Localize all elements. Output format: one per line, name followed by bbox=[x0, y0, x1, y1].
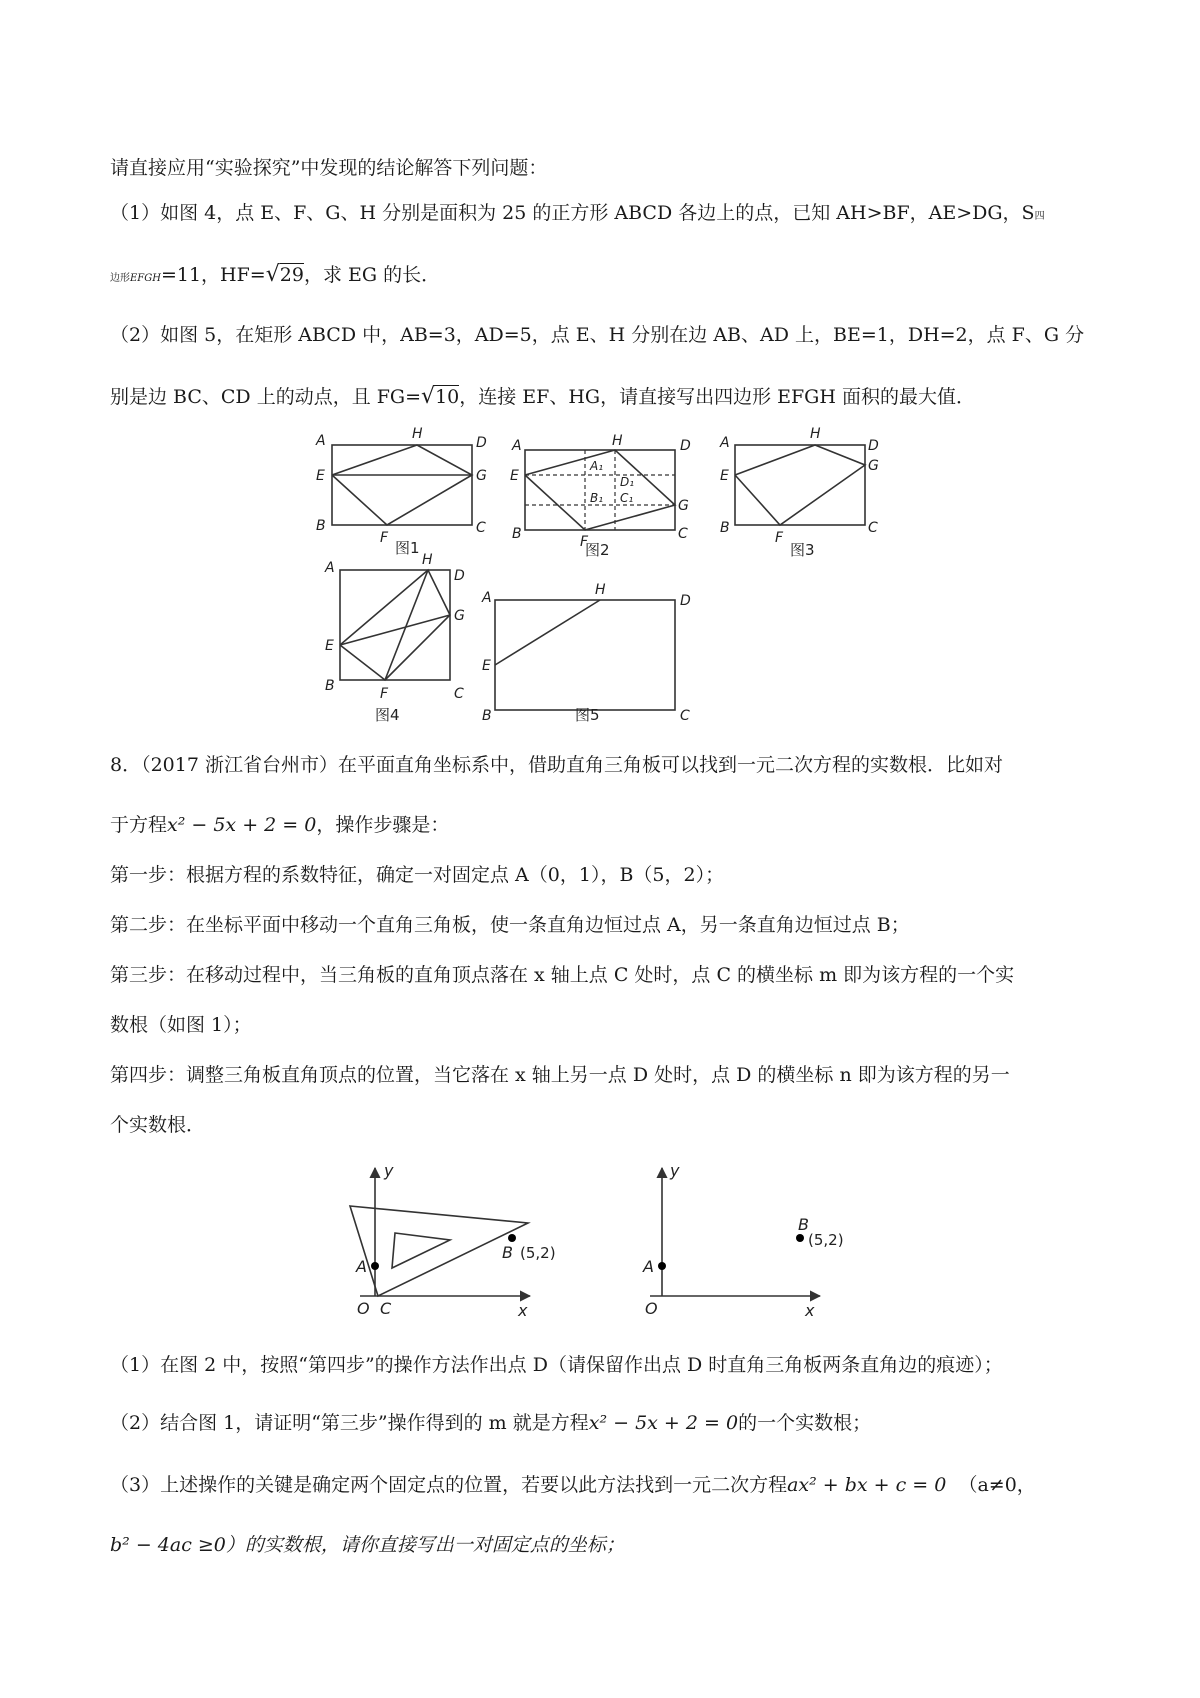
sq3-a: （3）上述操作的关键是确定两个固定点的位置，若要以此方法找到一元二次方程 bbox=[110, 1474, 788, 1496]
fig5-label-e: E bbox=[482, 658, 491, 674]
intro-text: 请直接应用“实验探究”中发现的结论解答下列问题： bbox=[110, 157, 548, 179]
sq2-b: 的一个实数根； bbox=[738, 1412, 872, 1434]
q2-line2 bbox=[110, 384, 975, 410]
p8-line1: 8．（2017 浙江省台州市）在平面直角坐标系中，借助直角三角板可以找到一元二次方程的实数根．比如对 bbox=[110, 754, 1003, 776]
q2-sqrt-value: 10 bbox=[435, 386, 460, 408]
right-b-label: B bbox=[798, 1215, 809, 1234]
fig2-label-h: H bbox=[612, 433, 623, 449]
fig1-label-f: F bbox=[380, 530, 389, 546]
sq3-line2 bbox=[110, 1532, 625, 1558]
fig1-rect bbox=[332, 445, 472, 525]
fig4-label-c: C bbox=[454, 686, 464, 702]
fig4-hf bbox=[385, 570, 428, 680]
fig2-label-c1: C₁ bbox=[620, 491, 634, 505]
q1-line2-prefix: 边形 bbox=[110, 273, 130, 284]
fig2-label-g: G bbox=[678, 498, 689, 514]
fig5-label-a: A bbox=[482, 590, 492, 606]
p8-line2 bbox=[110, 812, 449, 838]
fig3-label-a: A bbox=[720, 435, 730, 451]
sq3-line1 bbox=[110, 1472, 1036, 1498]
fig2-label-c: C bbox=[678, 526, 688, 542]
left-c-label: C bbox=[380, 1299, 392, 1318]
p8-step1: 第一步：根据方程的系数特征，确定一对固定点 A（0，1），B（5，2）； bbox=[110, 864, 725, 886]
q1-line1-tail: 四 bbox=[1034, 211, 1045, 222]
fig4-label-d: D bbox=[454, 568, 465, 584]
q1-line2-sub: EFGH bbox=[130, 273, 161, 284]
p8-step3b: 数根（如图 1）； bbox=[110, 1014, 252, 1036]
fig4-caption: 图4 bbox=[375, 706, 400, 724]
fig2-label-e: E bbox=[510, 468, 519, 484]
right-o-label: O bbox=[645, 1299, 658, 1318]
fig2-label-b: B bbox=[512, 526, 522, 542]
fig2-label-a: A bbox=[512, 438, 522, 454]
coordinate-figures bbox=[0, 1158, 1200, 1338]
p8-equation: x² − 5x + 2 = 0 bbox=[167, 814, 317, 836]
p8-step2: 第二步：在坐标平面中移动一个直角三角板，使一条直角边恒过点 A，另一条直角边恒过点 B； bbox=[110, 914, 910, 936]
sq2 bbox=[110, 1410, 871, 1436]
left-o-label: O bbox=[357, 1299, 370, 1318]
fig5-label-b: B bbox=[482, 708, 492, 724]
fig5-caption: 图5 bbox=[575, 706, 600, 724]
fig5-eh bbox=[495, 600, 600, 665]
fig3-label-c: C bbox=[868, 520, 878, 536]
fig4-label-e: E bbox=[325, 638, 334, 654]
p8-line2-a: 于方程 bbox=[110, 814, 168, 836]
triangle-inner bbox=[392, 1233, 450, 1268]
right-y-label: y bbox=[670, 1161, 680, 1180]
q1-line1 bbox=[110, 200, 1045, 230]
right-x-label: x bbox=[805, 1301, 815, 1320]
fig1-label-h: H bbox=[412, 426, 423, 442]
fig5-label-h: H bbox=[595, 582, 606, 598]
right-a-label: A bbox=[643, 1257, 654, 1276]
sq2-a: （2）结合图 1，请证明“第三步”操作得到的 m 就是方程 bbox=[110, 1412, 589, 1434]
right-b-coord: (5,2) bbox=[808, 1231, 844, 1249]
q1-line2-b: =11，HF= bbox=[160, 264, 266, 286]
fig4-label-b: B bbox=[325, 678, 335, 694]
fig1-label-g: G bbox=[476, 468, 487, 484]
fig4-quad bbox=[340, 570, 450, 680]
fig5-rect bbox=[495, 600, 675, 710]
fig3-label-e: E bbox=[720, 468, 729, 484]
fig2-label-a1: A₁ bbox=[590, 459, 604, 473]
fig1-label-a: A bbox=[316, 433, 326, 449]
fig4-square bbox=[340, 570, 450, 680]
fig2-label-d1: D₁ bbox=[620, 475, 635, 489]
fig4-label-f: F bbox=[380, 686, 389, 702]
sq3-b: （a≠0， bbox=[958, 1474, 1036, 1496]
fig5-label-d: D bbox=[680, 593, 691, 609]
fig2-caption: 图2 bbox=[585, 541, 610, 559]
p8-line2-b: ，操作步骤是： bbox=[316, 814, 450, 836]
sqrt-sign: √ bbox=[265, 262, 280, 287]
left-point-b bbox=[508, 1234, 516, 1242]
fig1-label-e: E bbox=[316, 468, 325, 484]
left-a-label: A bbox=[356, 1257, 367, 1276]
q1-line1-text: （1）如图 4，点 E、F、G、H 分别是面积为 25 的正方形 ABCD 各边上的点，已知 AH>BF，AE>DG，S bbox=[110, 202, 1035, 224]
left-b-coord: (5,2) bbox=[520, 1244, 556, 1262]
fig1-label-b: B bbox=[316, 518, 326, 534]
q2-line1: （2）如图 5，在矩形 ABCD 中，AB=3，AD=5，点 E、H 分别在边 AB、AD 上，BE=1，DH=2，点 F、G 分 bbox=[110, 324, 1085, 346]
fig1-quad bbox=[332, 445, 472, 525]
fig4-label-a: A bbox=[325, 560, 335, 576]
fig5-label-c: C bbox=[680, 708, 690, 724]
p8-step4b: 个实数根． bbox=[110, 1114, 206, 1136]
q2-line2-a: 别是边 BC、CD 上的动点，且 FG= bbox=[110, 386, 422, 408]
left-point-a bbox=[371, 1262, 379, 1270]
fig2-label-d: D bbox=[680, 438, 691, 454]
fig3-label-d: D bbox=[868, 438, 879, 454]
q1-line2 bbox=[110, 262, 440, 292]
sq3-discriminant: b² − 4ac ≥0）的实数根，请你直接写出一对固定点的坐标； bbox=[110, 1534, 625, 1556]
fig1-caption: 图1 bbox=[395, 539, 420, 557]
left-y-label: y bbox=[384, 1161, 394, 1180]
fig1-label-d: D bbox=[476, 435, 487, 451]
fig1-label-c: C bbox=[476, 520, 486, 536]
p8-step4a: 第四步：调整三角板直角顶点的位置，当它落在 x 轴上另一点 D 处时，点 D 的横坐标 n 即为该方程的另一 bbox=[110, 1064, 1010, 1086]
left-x-label: x bbox=[518, 1301, 528, 1320]
fig4-label-g: G bbox=[454, 608, 465, 624]
fig3-label-f: F bbox=[775, 530, 784, 546]
q2-line2-b: ，连接 EF、HG，请直接写出四边形 EFGH 面积的最大值． bbox=[459, 386, 975, 408]
fig2-label-f: F bbox=[580, 534, 589, 550]
fig3-quad bbox=[735, 445, 865, 525]
fig3-label-b: B bbox=[720, 520, 730, 536]
fig4-label-h: H bbox=[422, 552, 433, 568]
sq2-equation: x² − 5x + 2 = 0 bbox=[588, 1412, 739, 1434]
fig3-label-g: G bbox=[868, 458, 879, 474]
right-point-b bbox=[796, 1234, 804, 1242]
fig3-caption: 图3 bbox=[790, 541, 815, 559]
right-point-a bbox=[658, 1262, 666, 1270]
left-b-label: B bbox=[502, 1243, 513, 1262]
p8-step3a: 第三步：在移动过程中，当三角板的直角顶点落在 x 轴上点 C 处时，点 C 的横坐标 m 即为该方程的一个实 bbox=[110, 964, 1015, 986]
fig2-label-b1: B₁ bbox=[590, 491, 604, 505]
sq1: （1）在图 2 中，按照“第四步”的操作方法作出点 D（请保留作出点 D 时直角三角板两条直角边的痕迹）； bbox=[110, 1354, 1003, 1376]
geometry-figures bbox=[0, 420, 1200, 740]
sqrt-sign: √ bbox=[421, 384, 436, 409]
fig3-label-h: H bbox=[810, 426, 821, 442]
q1-sqrt-value: 29 bbox=[279, 264, 304, 286]
q1-line2-c: ，求 EG 的长． bbox=[303, 264, 441, 286]
sq3-equation: ax² + bx + c = 0 bbox=[787, 1474, 947, 1496]
